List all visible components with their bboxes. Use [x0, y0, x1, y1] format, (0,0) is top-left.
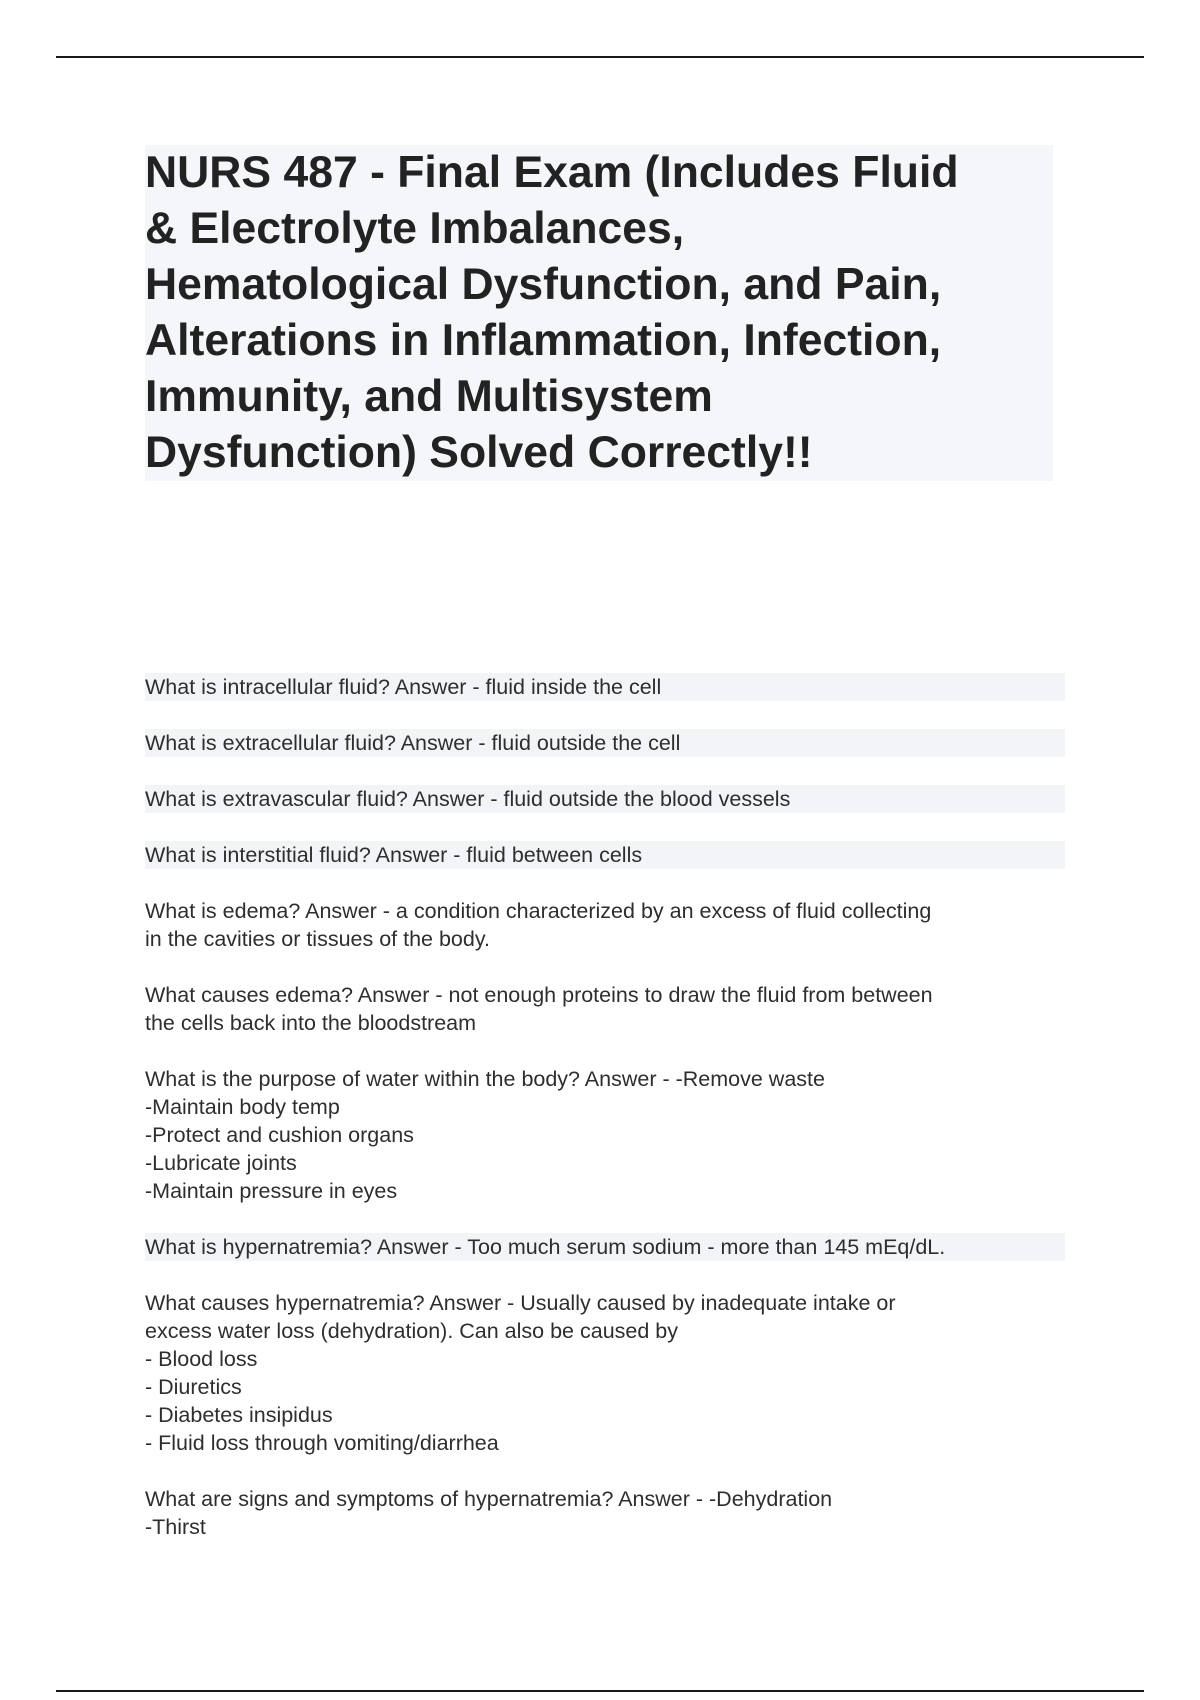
qa-item: [145, 897, 1065, 953]
title-line: Alterations in Inflammation, Infection,: [145, 316, 942, 365]
qa-line: the cells back into the bloodstream: [145, 1011, 477, 1035]
qa-line: - Fluid loss through vomiting/diarrhea: [145, 1431, 499, 1455]
qa-line: What causes hypernatremia? Answer - Usually caused by inadequate intake or: [145, 1291, 896, 1315]
qa-line: -Maintain pressure in eyes: [145, 1179, 398, 1203]
qa-line: What are signs and symptoms of hypernatremia? Answer - -Dehydration: [145, 1487, 833, 1511]
qa-item: [145, 785, 1065, 813]
qa-item: [145, 981, 1065, 1037]
qa-item: [145, 1485, 1065, 1541]
title-line: Dysfunction) Solved Correctly!!: [145, 428, 813, 477]
qa-line: What is the purpose of water within the body? Answer - -Remove waste: [145, 1067, 825, 1091]
qa-list: [145, 673, 1065, 1569]
qa-line: -Lubricate joints: [145, 1151, 297, 1175]
qa-item: [145, 1289, 1065, 1457]
title-line: Hematological Dysfunction, and Pain,: [145, 260, 942, 309]
title-line: & Electrolyte Imbalances,: [145, 204, 685, 253]
qa-item: [145, 841, 1065, 869]
qa-line: - Diabetes insipidus: [145, 1403, 333, 1427]
qa-line: excess water loss (dehydration). Can also be caused by: [145, 1319, 678, 1343]
document-title: [145, 145, 1053, 481]
qa-line: What is edema? Answer - a condition characterized by an excess of fluid collecting: [145, 899, 932, 923]
qa-item: [145, 673, 1065, 701]
title-line: Immunity, and Multisystem: [145, 372, 713, 421]
qa-line: - Diuretics: [145, 1375, 242, 1399]
title-line: NURS 487 - Final Exam (Includes Fluid: [145, 148, 959, 197]
qa-line: -Thirst: [145, 1515, 206, 1539]
qa-line: What is hypernatremia? Answer - Too much serum sodium - more than 145 mEq/dL.: [145, 1233, 1065, 1261]
footer-rule: [56, 1690, 1144, 1692]
qa-item: [145, 729, 1065, 757]
qa-line: in the cavities or tissues of the body.: [145, 927, 490, 951]
qa-line: -Maintain body temp: [145, 1095, 340, 1119]
qa-item: [145, 1233, 1065, 1261]
qa-line: What is intracellular fluid? Answer - fluid inside the cell: [145, 673, 1065, 701]
qa-line: What is extravascular fluid? Answer - fluid outside the blood vessels: [145, 785, 1065, 813]
qa-line: -Protect and cushion organs: [145, 1123, 414, 1147]
qa-line: What is interstitial fluid? Answer - fluid between cells: [145, 841, 1065, 869]
title-block: [145, 145, 1053, 481]
header-rule: [56, 56, 1144, 58]
qa-line: What causes edema? Answer - not enough proteins to draw the fluid from between: [145, 983, 933, 1007]
qa-item: [145, 1065, 1065, 1205]
qa-line: What is extracellular fluid? Answer - fluid outside the cell: [145, 729, 1065, 757]
qa-line: - Blood loss: [145, 1347, 258, 1371]
